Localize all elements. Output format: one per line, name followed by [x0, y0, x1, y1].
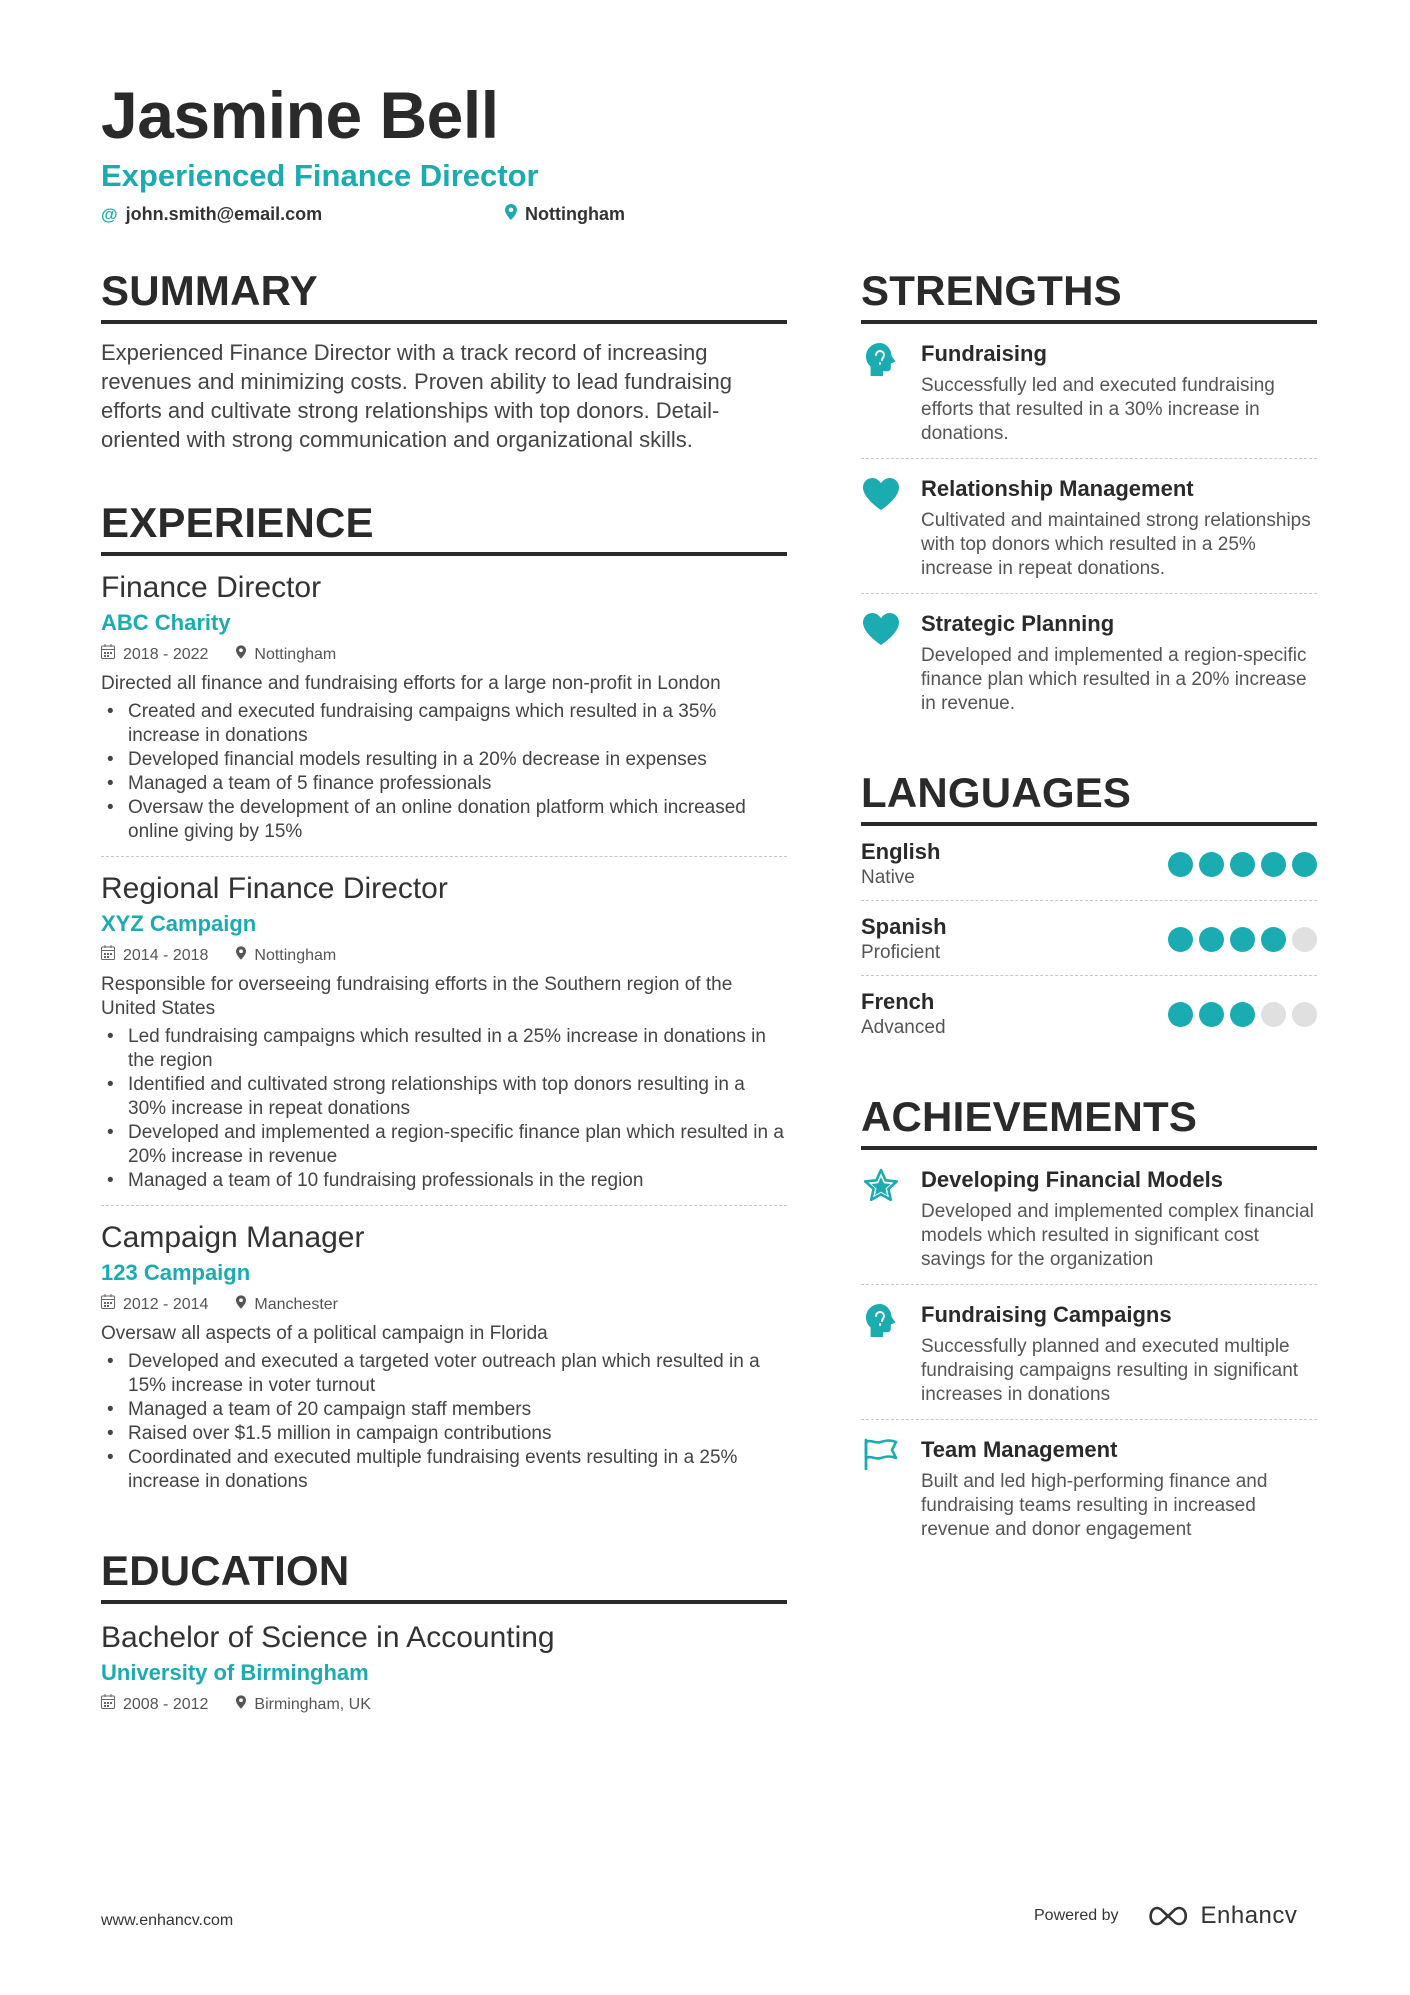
rating-dot-filled — [1261, 852, 1286, 877]
location-pin-icon — [236, 1294, 246, 1316]
achievement-item — [861, 1285, 1317, 1420]
job-title: Regional Finance Director — [101, 872, 448, 905]
rating-dot-filled — [1230, 1002, 1255, 1027]
achievement-item — [861, 1420, 1317, 1554]
brand-name: Enhancv — [1200, 1902, 1298, 1929]
achievement-title: Developing Financial Models — [921, 1167, 1223, 1192]
experience-entry — [101, 871, 787, 1206]
achievements-heading: ACHIEVEMENTS — [861, 1096, 1317, 1150]
education-heading: EDUCATION — [101, 1550, 787, 1604]
rating-dot-filled — [1261, 927, 1286, 952]
job-bullets — [101, 1025, 787, 1193]
enhancv-logo[interactable] — [1145, 1902, 1298, 1930]
candidate-name: Jasmine Bell — [101, 78, 499, 152]
education-dates: 2008 - 2012 — [123, 1696, 209, 1713]
job-bullet: • Oversaw the development of an online donation platform which increased online giving by 15% — [101, 796, 787, 844]
job-bullets — [101, 700, 787, 844]
job-description: Directed all finance and fundraising efforts for a large non-profit in London — [101, 673, 721, 694]
language-level: Advanced — [861, 1017, 946, 1038]
rating-dot-filled — [1168, 927, 1193, 952]
rating-dot-filled — [1230, 852, 1255, 877]
achievement-title: Fundraising Campaigns — [921, 1302, 1172, 1327]
calendar-icon — [101, 1294, 115, 1316]
strength-text: Developed and implemented a region-specific finance plan which resulted in a 20% increase in revenue. — [921, 645, 1307, 714]
job-bullet: • Raised over $1.5 million in campaign contributions — [101, 1422, 787, 1446]
job-location: Nottingham — [254, 947, 337, 964]
contact-email[interactable] — [101, 204, 322, 225]
job-dates: 2014 - 2018 — [123, 947, 209, 964]
job-title: Campaign Manager — [101, 1221, 365, 1254]
strength-text: Successfully led and executed fundraising efforts that resulted in a 30% increase in donations. — [921, 375, 1275, 444]
job-meta — [101, 1294, 787, 1316]
enhancv-logo-icon — [1145, 1904, 1191, 1928]
powered-by-label: Powered by — [1034, 1907, 1119, 1924]
school-name: University of Birmingham — [101, 1660, 369, 1685]
company-name: ABC Charity — [101, 610, 231, 635]
job-title: Finance Director — [101, 571, 322, 604]
education-entry — [101, 1620, 787, 1728]
experience-entry — [101, 570, 787, 857]
experience-heading: EXPERIENCE — [101, 502, 787, 556]
at-icon: @ — [101, 204, 118, 224]
calendar-icon — [101, 945, 115, 967]
flag-icon — [861, 1436, 901, 1542]
rating-dot-filled — [1168, 1002, 1193, 1027]
strength-item — [861, 594, 1317, 728]
achievement-text: Developed and implemented complex financial models which resulted in significant cost savings for the organization — [921, 1201, 1314, 1270]
head-icon — [861, 1301, 901, 1407]
achievement-text: Built and led high-performing finance and fundraising teams resulting in increased revenue and donor engagement — [921, 1471, 1268, 1540]
language-name: French — [861, 989, 935, 1014]
job-location: Nottingham — [254, 646, 337, 663]
language-rating — [1168, 1002, 1317, 1027]
experience-entry — [101, 1220, 787, 1506]
location-pin-icon — [505, 204, 517, 225]
degree-title: Bachelor of Science in Accounting — [101, 1621, 555, 1654]
strength-item — [861, 459, 1317, 594]
strength-title: Strategic Planning — [921, 611, 1115, 636]
footer-branding — [1034, 1902, 1297, 1930]
location-text: Nottingham — [525, 204, 625, 224]
footer-website[interactable]: www.enhancv.com — [101, 1912, 234, 1929]
strength-title: Fundraising — [921, 341, 1047, 366]
job-bullet: • Coordinated and executed multiple fundraising events resulting in a 25% increase in donations — [101, 1446, 787, 1494]
location-pin-icon — [236, 644, 246, 666]
heart-icon — [861, 475, 901, 581]
company-name: 123 Campaign — [101, 1260, 251, 1285]
job-bullet: • Identified and cultivated strong relationships with top donors resulting in a 30% increase in repeat donations — [101, 1073, 787, 1121]
left-column — [101, 267, 787, 1728]
language-item — [861, 901, 1317, 976]
strength-title: Relationship Management — [921, 476, 1194, 501]
language-name: English — [861, 839, 941, 864]
achievement-text: Successfully planned and executed multiple fundraising campaigns resulting in significant increases in donations — [921, 1336, 1299, 1405]
language-rating — [1168, 852, 1317, 877]
summary-text: Experienced Finance Director with a track record of increasing revenues and minimizing costs. Proven ability to lead fundraising efforts and cultivate strong relationships with top donors. Detail-oriented with strong communication and organizational skills. — [101, 340, 732, 452]
star-icon — [861, 1166, 901, 1272]
job-location: Manchester — [254, 1296, 338, 1313]
rating-dot-filled — [1199, 1002, 1224, 1027]
language-item — [861, 826, 1317, 901]
heart-icon — [861, 610, 901, 716]
calendar-icon — [101, 644, 115, 666]
language-level: Proficient — [861, 942, 941, 963]
achievement-title: Team Management — [921, 1437, 1118, 1462]
language-name: Spanish — [861, 914, 947, 939]
languages-heading: LANGUAGES — [861, 772, 1317, 826]
strength-text: Cultivated and maintained strong relationships with top donors which resulted in a 25% increase in repeat donations. — [921, 510, 1311, 579]
head-icon — [861, 340, 901, 446]
calendar-icon — [101, 1694, 115, 1716]
education-meta — [101, 1694, 787, 1716]
job-description: Responsible for overseeing fundraising efforts in the Southern region of the United States — [101, 974, 733, 1019]
location-pin-icon — [236, 945, 246, 967]
email-text: john.smith@email.com — [125, 204, 323, 224]
job-bullets — [101, 1350, 787, 1494]
strength-item — [861, 324, 1317, 459]
rating-dot-filled — [1199, 852, 1224, 877]
rating-dot-filled — [1199, 927, 1224, 952]
rating-dot-filled — [1230, 927, 1255, 952]
job-description: Oversaw all aspects of a political campaign in Florida — [101, 1323, 548, 1344]
job-dates: 2012 - 2014 — [123, 1296, 209, 1313]
job-bullet: • Developed financial models resulting in a 20% decrease in expenses — [101, 748, 787, 772]
rating-dot-filled — [1292, 852, 1317, 877]
candidate-title: Experienced Finance Director — [101, 158, 539, 193]
right-column — [861, 267, 1317, 1554]
job-meta — [101, 644, 787, 666]
job-bullet: • Developed and implemented a region-specific finance plan which resulted in a 20% increase in revenue — [101, 1121, 787, 1169]
rating-dot-empty — [1292, 1002, 1317, 1027]
summary-heading: SUMMARY — [101, 270, 787, 324]
strengths-heading: STRENGTHS — [861, 270, 1317, 324]
education-location: Birmingham, UK — [254, 1696, 371, 1713]
job-bullet: • Managed a team of 20 campaign staff members — [101, 1398, 787, 1422]
job-bullet: • Developed and executed a targeted voter outreach plan which resulted in a 15% increase in voter turnout — [101, 1350, 787, 1398]
job-bullet: • Led fundraising campaigns which resulted in a 25% increase in donations in the region — [101, 1025, 787, 1073]
company-name: XYZ Campaign — [101, 911, 257, 936]
job-bullet: • Created and executed fundraising campaigns which resulted in a 35% increase in donations — [101, 700, 787, 748]
job-bullet: • Managed a team of 10 fundraising professionals in the region — [101, 1169, 787, 1193]
job-dates: 2018 - 2022 — [123, 646, 209, 663]
rating-dot-filled — [1168, 852, 1193, 877]
rating-dot-empty — [1292, 927, 1317, 952]
achievement-item — [861, 1150, 1317, 1285]
language-rating — [1168, 927, 1317, 952]
location-pin-icon — [236, 1694, 246, 1716]
job-bullet: • Managed a team of 5 finance professionals — [101, 772, 787, 796]
language-item — [861, 976, 1317, 1050]
job-meta — [101, 945, 787, 967]
rating-dot-empty — [1261, 1002, 1286, 1027]
language-level: Native — [861, 867, 915, 888]
contact-location — [505, 204, 625, 225]
